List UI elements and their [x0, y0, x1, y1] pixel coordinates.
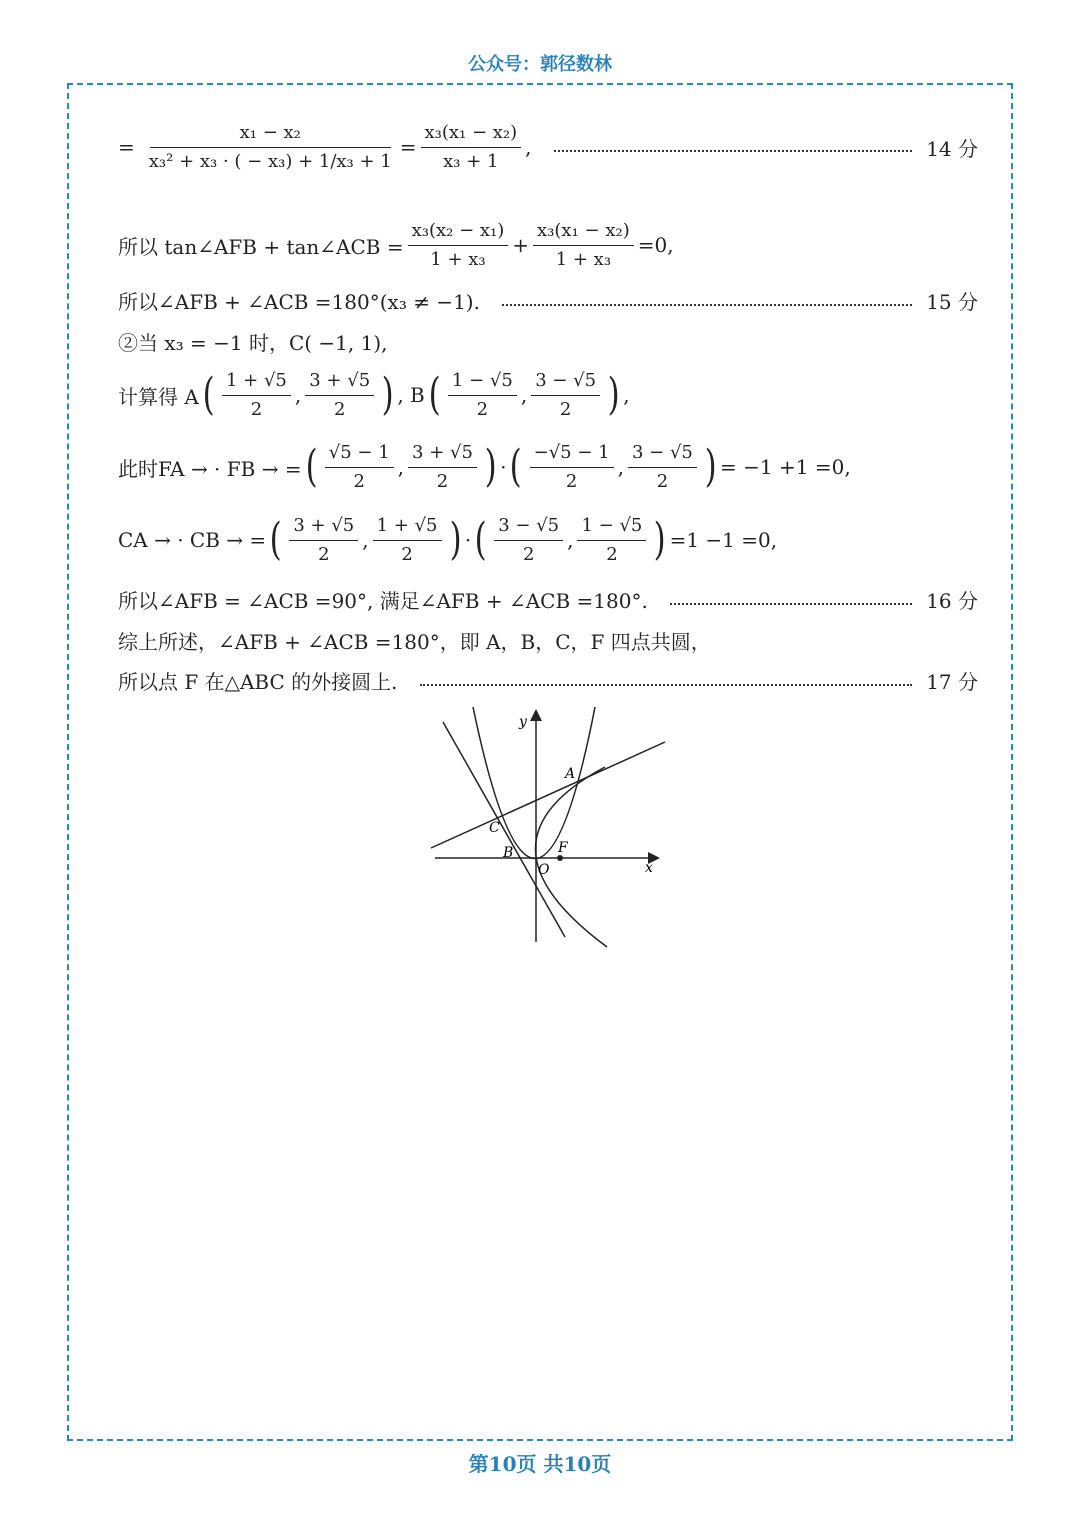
- dotted-leader: [670, 603, 912, 605]
- fraction-denominator: 1 + x₃: [555, 248, 612, 270]
- fraction: [325, 442, 394, 492]
- fraction-numerator: x₃(x₁ − x₂): [421, 122, 522, 148]
- fraction-denominator: 2: [522, 543, 535, 565]
- fafb-prefix: 此时FA → · FB → =: [118, 456, 302, 481]
- tan-suffix: =0,: [637, 233, 674, 258]
- fraction: [577, 515, 646, 565]
- calc-prefix: 计算得 A: [118, 384, 199, 409]
- label-c: C: [489, 820, 500, 836]
- fraction-numerator: −√5 − 1: [530, 442, 614, 468]
- page-header: 公众号：郭径数林: [468, 54, 612, 75]
- fraction: [373, 515, 442, 565]
- left-paren: (: [510, 441, 523, 493]
- fraction-denominator: 2: [250, 398, 263, 420]
- fraction-denominator: 2: [656, 470, 669, 492]
- page-footer: 第10页 共10页: [468, 1452, 612, 1476]
- label-a: A: [565, 766, 576, 782]
- dotted-leader: [554, 150, 913, 152]
- sideways-parabola: [535, 767, 607, 947]
- label-x: x: [645, 860, 653, 876]
- fraction-denominator: 2: [606, 543, 618, 565]
- left-paren: (: [474, 514, 487, 566]
- left-paren: (: [305, 441, 318, 493]
- right-paren: ): [381, 369, 394, 421]
- fraction: [145, 122, 396, 172]
- right-paren: ): [653, 514, 666, 566]
- fafb-suffix: = −1 +1 =0,: [720, 455, 851, 480]
- fraction-denominator: 2: [476, 398, 489, 420]
- fraction-denominator: 2: [318, 543, 330, 565]
- fraction-numerator: 3 − √5: [531, 370, 600, 396]
- fraction-numerator: 3 + √5: [289, 515, 358, 541]
- fraction-denominator: 1 + x₃: [430, 248, 486, 270]
- fraction-denominator: 2: [436, 470, 449, 492]
- fraction-denominator: x₃² + x₃ · ( − x₃) + 1/x₃ + 1: [148, 150, 392, 172]
- cacb-suffix: =1 −1 =0,: [669, 528, 778, 553]
- left-paren: (: [269, 514, 282, 566]
- fraction-numerator: 3 + √5: [305, 370, 374, 396]
- fraction-numerator: x₃(x₂ − x₁): [408, 220, 509, 246]
- right-paren: ): [607, 369, 620, 421]
- fraction-denominator: 2: [401, 543, 413, 565]
- fraction: [494, 515, 563, 565]
- comma: ,: [525, 135, 532, 160]
- fraction-denominator: 2: [333, 398, 346, 420]
- step-text: 所以∠AFB = ∠ACB =90°, 满足∠AFB + ∠ACB =180°.: [118, 589, 648, 613]
- dot-operator: ·: [500, 455, 507, 480]
- score-label: 16 分: [926, 589, 978, 613]
- right-paren: ): [449, 514, 462, 566]
- fraction: [531, 370, 600, 420]
- fraction: [408, 220, 509, 270]
- fraction-numerator: 1 − √5: [448, 370, 517, 396]
- case-2-text: ②当 x₃ = −1 时，C( −1, 1),: [118, 331, 388, 355]
- fraction: [421, 122, 522, 172]
- fraction-denominator: x₃ + 1: [443, 150, 499, 172]
- label-y: y: [519, 714, 527, 730]
- step-16-row: [118, 585, 978, 614]
- score-label: 14 分: [926, 136, 978, 161]
- equals-sign: =: [399, 135, 417, 160]
- steep-line: [443, 722, 565, 937]
- cacb-prefix: CA → · CB → =: [118, 528, 267, 553]
- fraction-numerator: 1 + √5: [222, 370, 291, 396]
- case-2-line: [118, 327, 388, 356]
- fraction-numerator: 3 − √5: [494, 515, 563, 541]
- fraction: [222, 370, 291, 420]
- ca-cb-dot-line: CA → · CB → = ( $\frac{3 + √5}{2}$ , $\frac{1 + √5}{2}$ ) · ( $\frac{3 - √5}{2}$ , $\frac{1 - √5}{2}$ ) =1 −1 =0,: [118, 514, 778, 566]
- score-label: 15 分: [926, 290, 978, 314]
- fraction-denominator: 2: [353, 470, 365, 492]
- fraction-numerator: √5 − 1: [325, 442, 394, 468]
- left-paren: (: [202, 369, 215, 421]
- fraction: [530, 442, 614, 492]
- fraction-denominator: 2: [565, 470, 578, 492]
- score-label: 17 分: [926, 670, 978, 694]
- calc-suffix: ,: [623, 383, 630, 408]
- dotted-leader: [502, 304, 912, 306]
- fraction-numerator: 1 − √5: [577, 515, 646, 541]
- step-text: 所以∠AFB + ∠ACB =180°(x₃ ≠ −1).: [118, 290, 480, 314]
- coordinates-line: 计算得 A ( $\frac{1 + √5}{2}$ , $\frac{3 + √5}{2}$ ) , B ( $\frac{1 - √5}{2}$ , $\frac{3 - √5}{2}$ ) ,: [118, 369, 630, 421]
- plus-sign: +: [512, 233, 530, 258]
- fraction: [448, 370, 517, 420]
- fraction-numerator: x₃(x₁ − x₂): [533, 220, 634, 246]
- tan-sum-line: [118, 220, 674, 270]
- tangent-line: [431, 742, 665, 848]
- left-paren: (: [428, 369, 441, 421]
- fraction-numerator: x₁ − x₂: [150, 122, 391, 148]
- right-paren: ): [704, 441, 717, 493]
- label-b: B: [503, 845, 514, 861]
- right-paren: ): [484, 441, 497, 493]
- parabola-figure: [425, 702, 670, 957]
- step-text: 所以点 F 在△ABC 的外接圆上.: [118, 670, 398, 694]
- label-f: F: [558, 840, 568, 856]
- dot-operator: ·: [464, 528, 472, 553]
- fraction: [305, 370, 374, 420]
- tan-prefix: 所以 tan∠AFB + tan∠ACB =: [118, 234, 404, 259]
- step-17-row: [118, 666, 978, 695]
- fraction: [289, 515, 358, 565]
- fraction-numerator: 3 − √5: [628, 442, 697, 468]
- fraction-denominator: 2: [559, 398, 572, 420]
- step-15-row: [118, 286, 978, 315]
- dotted-leader: [420, 684, 913, 686]
- summary-line: [118, 626, 711, 655]
- label-o: O: [538, 862, 550, 878]
- fraction-numerator: 1 + √5: [373, 515, 442, 541]
- calc-mid: , B: [397, 383, 425, 408]
- step-14-row: [118, 122, 978, 172]
- summary-text: 综上所述，∠AFB + ∠ACB =180°，即 A，B，C，F 四点共圆，: [118, 630, 711, 654]
- fa-fb-dot-line: 此时FA → · FB → = ( $\frac{√5 - 1}{2}$ , $\frac{3 + √5}{2}$ ) · ( $\frac{-√5 - 1}{2}$ , $\frac{3 - √5}{2}$ ) = −1 +1 =0,: [118, 441, 851, 493]
- equals-sign: =: [118, 135, 135, 160]
- fraction-numerator: 3 + √5: [408, 442, 477, 468]
- fraction: [533, 220, 634, 270]
- fraction: [628, 442, 697, 492]
- fraction: [408, 442, 477, 492]
